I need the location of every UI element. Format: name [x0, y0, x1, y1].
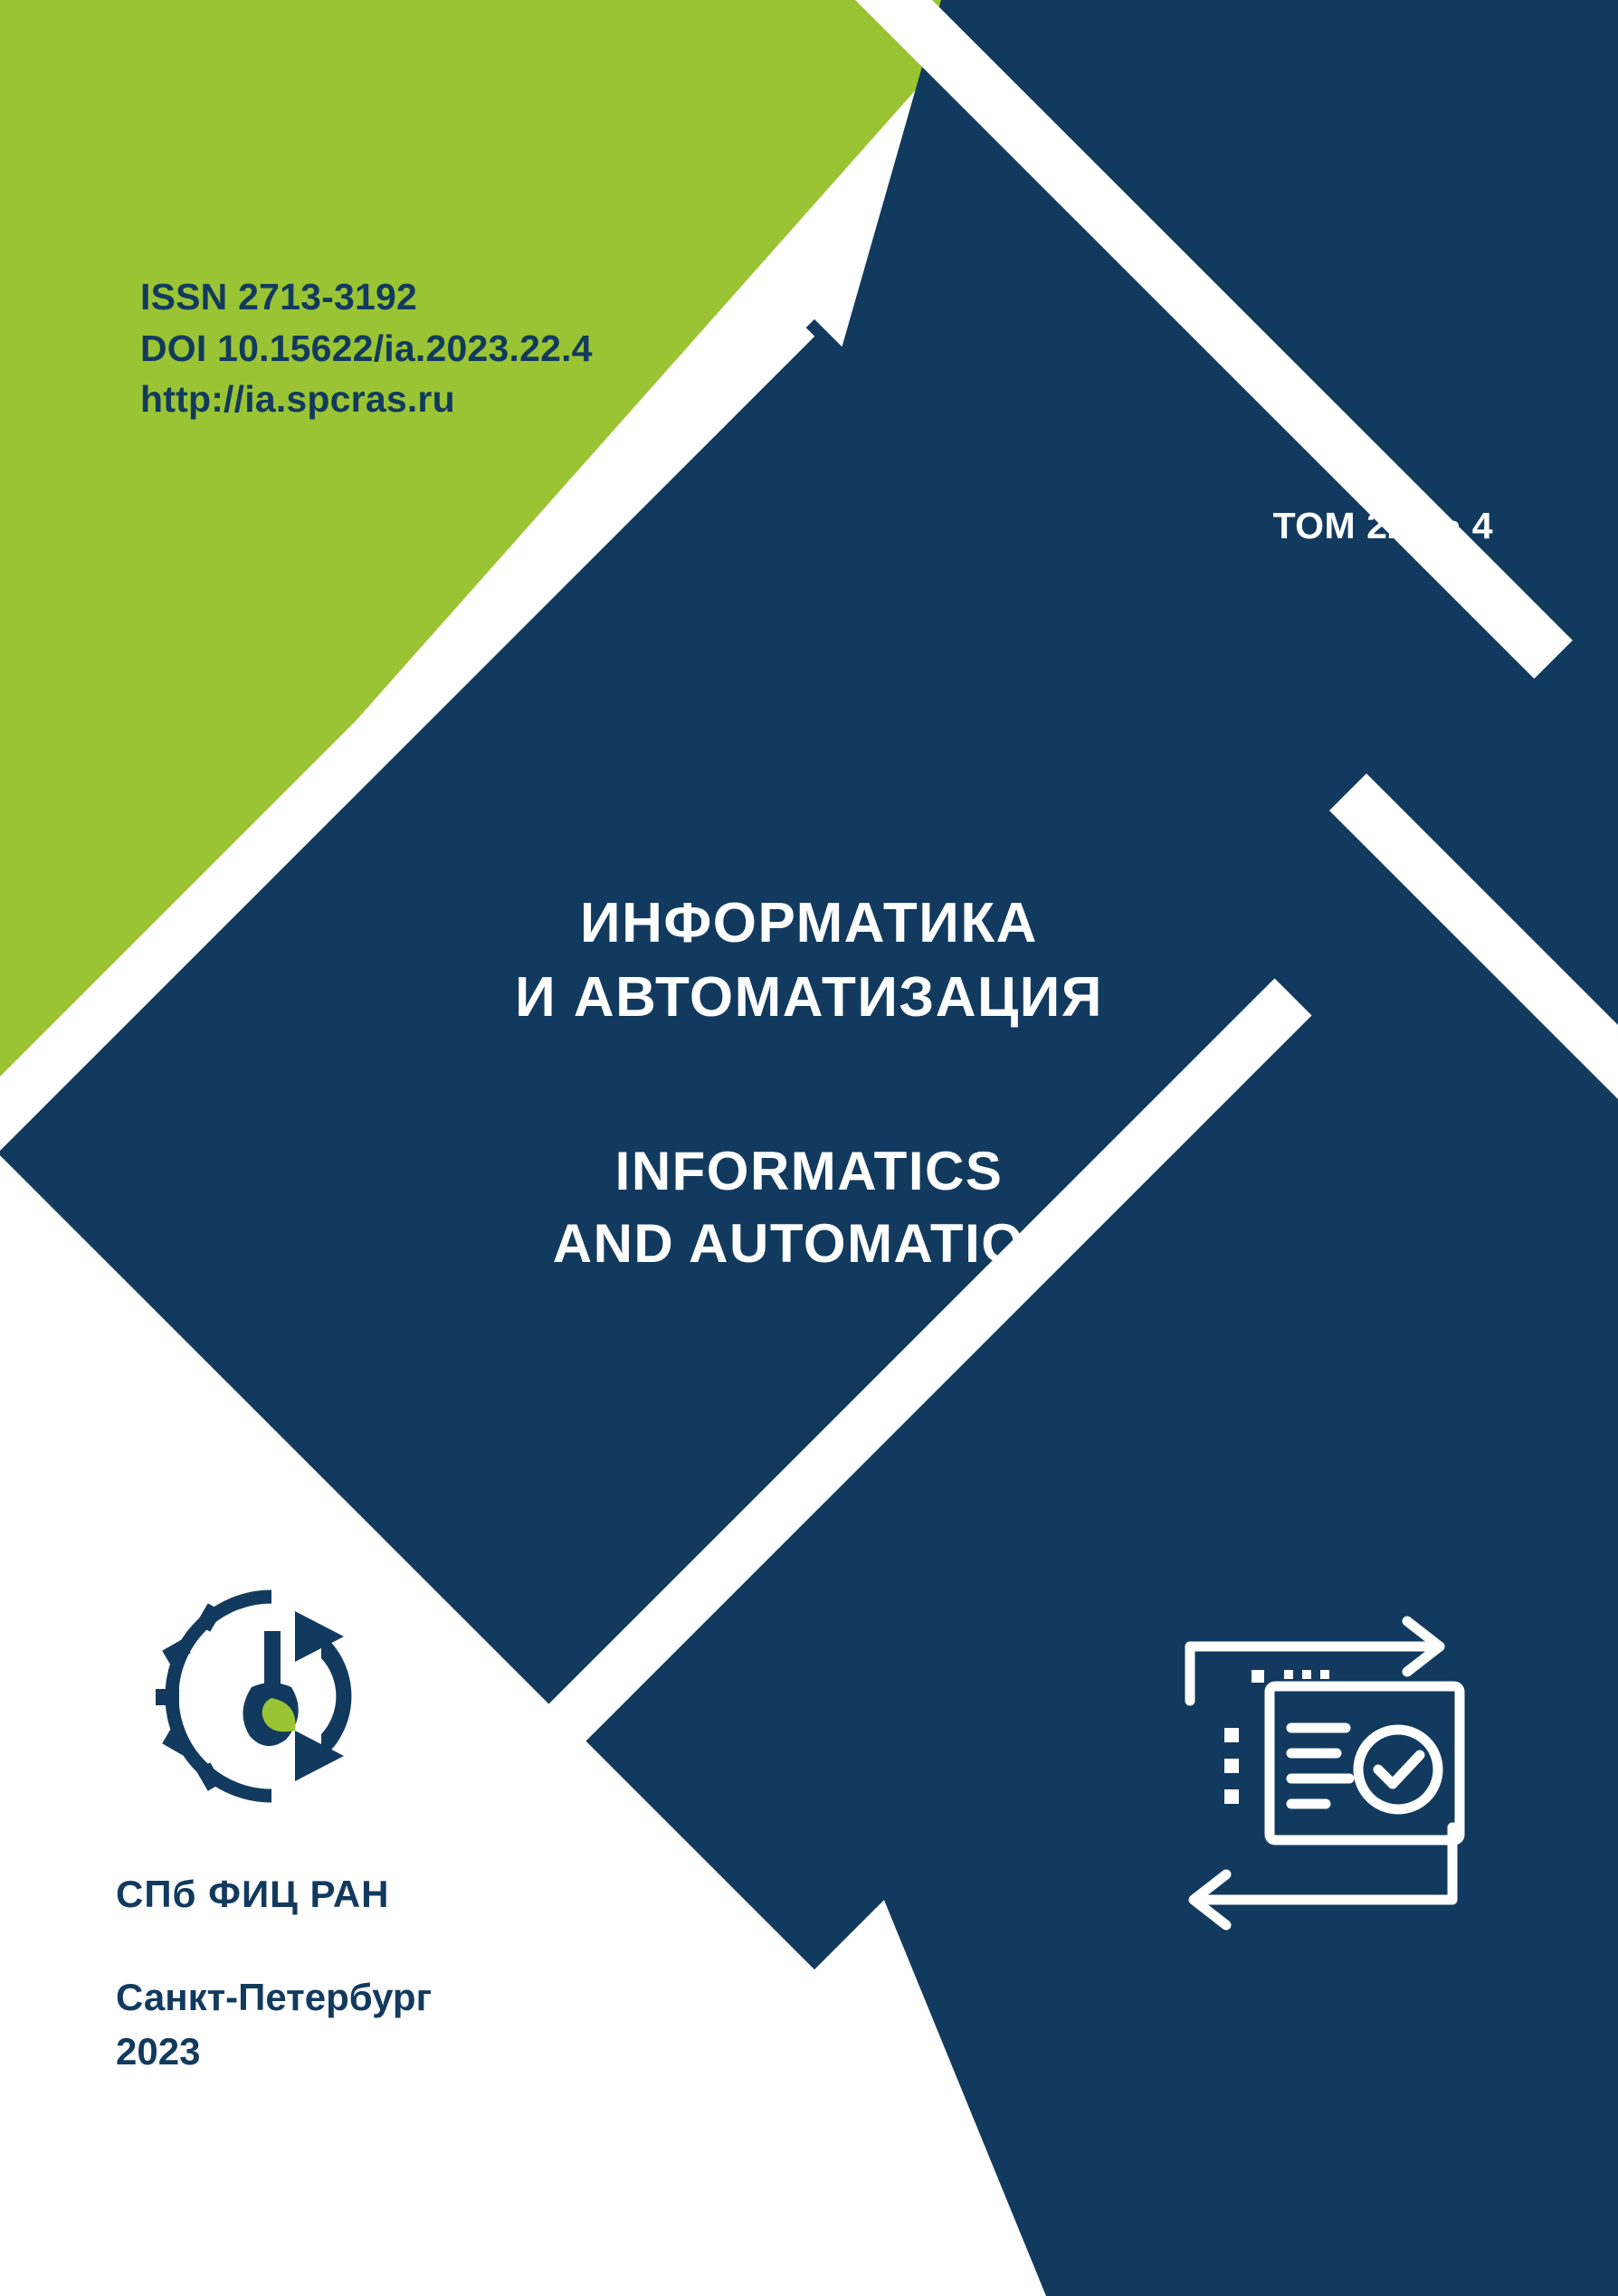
title-russian-line2: И АВТОМАТИЗАЦИЯ	[515, 966, 1103, 1029]
automation-workflow-icon	[1136, 1592, 1498, 1954]
title-block	[0, 887, 1618, 1280]
volume-issue-label: ТОМ 22 № 4	[1272, 505, 1493, 546]
issn-text: ISSN 2713-3192	[140, 276, 417, 318]
title-english-line2: AND AUTOMATION	[552, 1212, 1066, 1274]
title-english-line1: INFORMATICS	[614, 1140, 1004, 1201]
year-label: 2023	[116, 2029, 201, 2073]
publisher-name: СПб ФИЦ РАН	[116, 1873, 390, 1915]
title-english	[0, 1135, 1618, 1280]
doi-text: DOI 10.15622/ia.2023.22.4	[140, 327, 593, 369]
identifier-block	[140, 271, 593, 425]
city-name: Санкт-Петербург	[116, 1976, 433, 2018]
title-russian	[0, 887, 1618, 1036]
title-russian-line1: ИНФОРМАТИКА	[580, 892, 1038, 954]
journal-url[interactable]: http://ia.spcras.ru	[140, 378, 455, 421]
city-year-block	[116, 1970, 432, 2078]
spc-ras-logo-icon	[136, 1579, 407, 1814]
